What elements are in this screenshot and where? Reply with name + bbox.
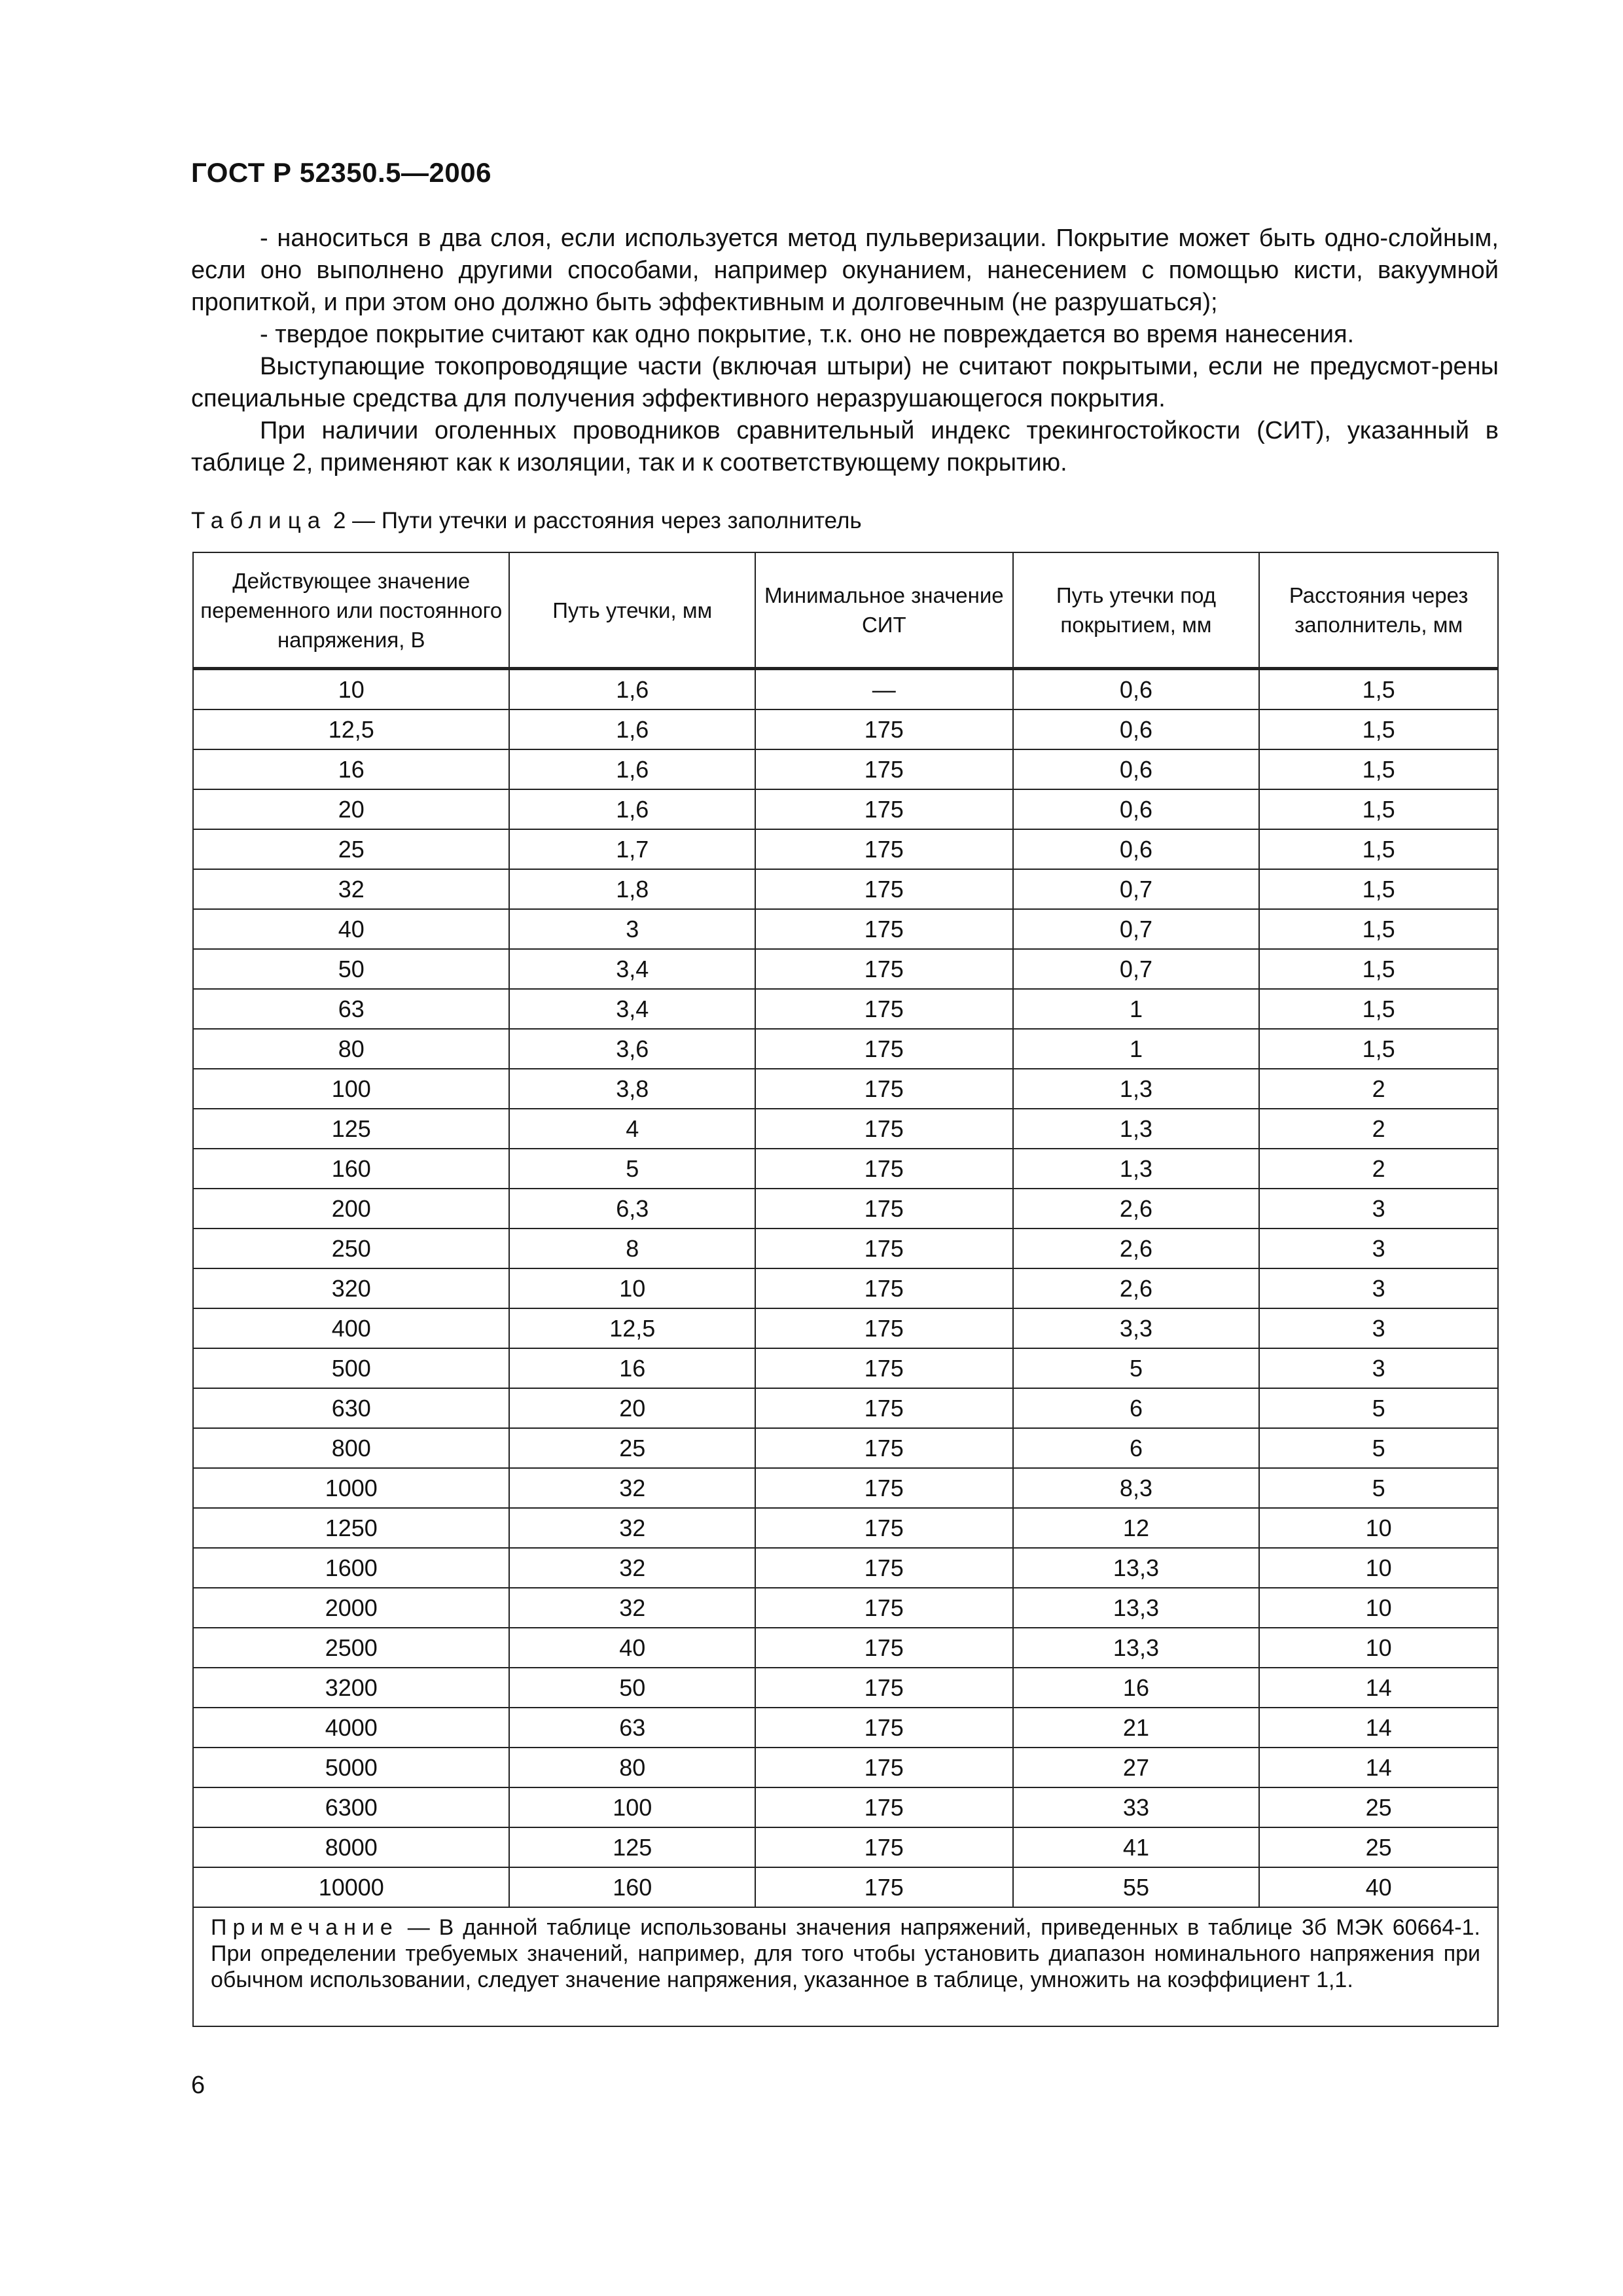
cell-distance-through-filler: 25	[1259, 1787, 1498, 1827]
cell-creepage: 3,8	[509, 1069, 755, 1109]
cell-min-cti: 175	[755, 1069, 1013, 1109]
cell-distance-through-filler: 3	[1259, 1229, 1498, 1268]
cell-min-cti: 175	[755, 789, 1013, 829]
table-row	[193, 909, 1498, 949]
cell-distance-through-filler: 1,5	[1259, 669, 1498, 710]
cell-min-cti: 175	[755, 1508, 1013, 1548]
cell-min-cti: 175	[755, 1708, 1013, 1748]
cell-distance-through-filler: 1,5	[1259, 829, 1498, 869]
cell-min-cti: 175	[755, 749, 1013, 789]
cell-voltage: 16	[193, 749, 509, 789]
cell-min-cti: 175	[755, 989, 1013, 1029]
cell-creepage: 32	[509, 1468, 755, 1508]
cell-creepage-under-coating: 0,6	[1013, 749, 1260, 789]
cell-creepage-under-coating: 16	[1013, 1668, 1260, 1708]
cell-min-cti: 175	[755, 1229, 1013, 1268]
cell-distance-through-filler: 14	[1259, 1708, 1498, 1748]
cell-distance-through-filler: 1,5	[1259, 749, 1498, 789]
table-row	[193, 1348, 1498, 1388]
header-creepage: Путь утечки, мм	[509, 552, 755, 669]
cell-creepage-under-coating: 6	[1013, 1388, 1260, 1428]
cell-voltage: 20	[193, 789, 509, 829]
cell-voltage: 125	[193, 1109, 509, 1149]
cell-distance-through-filler: 10	[1259, 1508, 1498, 1548]
table-row	[193, 669, 1498, 710]
cell-min-cti: 175	[755, 1149, 1013, 1189]
cell-voltage: 160	[193, 1149, 509, 1189]
cell-distance-through-filler: 10	[1259, 1588, 1498, 1628]
cell-distance-through-filler: 25	[1259, 1827, 1498, 1867]
cell-creepage: 12,5	[509, 1308, 755, 1348]
page-number: 6	[191, 2072, 205, 2099]
cell-creepage: 25	[509, 1428, 755, 1468]
cell-creepage: 32	[509, 1588, 755, 1628]
cell-min-cti: —	[755, 669, 1013, 710]
cell-voltage: 5000	[193, 1748, 509, 1787]
note-title: Примечание	[211, 1915, 399, 1940]
cell-creepage: 3,4	[509, 949, 755, 989]
cell-creepage-under-coating: 0,7	[1013, 949, 1260, 989]
table-row	[193, 989, 1498, 1029]
cell-voltage: 1600	[193, 1548, 509, 1588]
table-header-row	[193, 552, 1498, 669]
table-row	[193, 789, 1498, 829]
table-caption-text: 2 — Пути утечки и расстояния через заполнитель	[327, 508, 862, 533]
paragraph-1: - наноситься в два слоя, если используется метод пульверизации. Покрытие может быть одно-слойным, если оно выполнено другими способами, например окунанием, нанесением с помощью кисти, вакуумной пропиткой, и при этом оно должно быть эффективным и долговечным (не разрушаться);	[191, 224, 1499, 316]
cell-creepage-under-coating: 0,7	[1013, 869, 1260, 909]
cell-min-cti: 175	[755, 869, 1013, 909]
table-row	[193, 1748, 1498, 1787]
cell-creepage-under-coating: 55	[1013, 1867, 1260, 1907]
table-row	[193, 1428, 1498, 1468]
cell-creepage: 20	[509, 1388, 755, 1428]
body-text	[191, 223, 1499, 479]
cell-creepage: 6,3	[509, 1189, 755, 1229]
cell-min-cti: 175	[755, 1588, 1013, 1628]
cell-creepage: 16	[509, 1348, 755, 1388]
table-row	[193, 1468, 1498, 1508]
cell-distance-through-filler: 3	[1259, 1308, 1498, 1348]
cell-min-cti: 175	[755, 1867, 1013, 1907]
table-row	[193, 1189, 1498, 1229]
cell-min-cti: 175	[755, 1628, 1013, 1668]
cell-creepage-under-coating: 0,6	[1013, 829, 1260, 869]
table-row	[193, 1109, 1498, 1149]
cell-voltage: 63	[193, 989, 509, 1029]
cell-distance-through-filler: 1,5	[1259, 1029, 1498, 1069]
cell-voltage: 3200	[193, 1668, 509, 1708]
cell-distance-through-filler: 3	[1259, 1189, 1498, 1229]
cell-min-cti: 175	[755, 1308, 1013, 1348]
cell-creepage: 80	[509, 1748, 755, 1787]
cell-min-cti: 175	[755, 1548, 1013, 1588]
cell-voltage: 32	[193, 869, 509, 909]
cell-creepage-under-coating: 0,6	[1013, 669, 1260, 710]
table-row	[193, 1229, 1498, 1268]
cell-creepage: 40	[509, 1628, 755, 1668]
table-row	[193, 1069, 1498, 1109]
cell-creepage-under-coating: 0,6	[1013, 709, 1260, 749]
note-text: — В данной таблице использованы значения напряжений, приведенных в таблице 3б МЭК 60664-1. При определении требуемых значений, например, для того чтобы установить диапазон номинального напряжения при обычном использовании, следует значение напряжения, указанное в таблице, умножить на коэффициент 1,1.	[211, 1915, 1480, 1992]
cell-creepage-under-coating: 2,6	[1013, 1268, 1260, 1308]
table-row	[193, 749, 1498, 789]
cell-voltage: 320	[193, 1268, 509, 1308]
cell-min-cti: 175	[755, 1748, 1013, 1787]
document-header: ГОСТ Р 52350.5—2006	[191, 157, 491, 188]
cell-distance-through-filler: 1,5	[1259, 869, 1498, 909]
paragraph-2: - твердое покрытие считают как одно покрытие, т.к. оно не повреждается во время нанесения.	[260, 321, 1355, 348]
cell-voltage: 25	[193, 829, 509, 869]
cell-distance-through-filler: 10	[1259, 1548, 1498, 1588]
table-row	[193, 1867, 1498, 1907]
cell-creepage-under-coating: 1,3	[1013, 1149, 1260, 1189]
header-distance-through-filler: Расстояния через заполнитель, мм	[1259, 552, 1498, 669]
table-row	[193, 1388, 1498, 1428]
cell-voltage: 50	[193, 949, 509, 989]
cell-voltage: 100	[193, 1069, 509, 1109]
cell-creepage-under-coating: 1,3	[1013, 1109, 1260, 1149]
cell-voltage: 10	[193, 669, 509, 710]
table-row	[193, 1029, 1498, 1069]
cell-creepage: 1,6	[509, 789, 755, 829]
paragraph-4: При наличии оголенных проводников сравнительный индекс трекингостойкости (СИТ), указанный в таблице 2, применяют как к изоляции, так и к соответствующему покрытию.	[191, 417, 1499, 476]
cell-voltage: 800	[193, 1428, 509, 1468]
cell-creepage-under-coating: 8,3	[1013, 1468, 1260, 1508]
cell-min-cti: 175	[755, 709, 1013, 749]
cell-creepage: 160	[509, 1867, 755, 1907]
table-row	[193, 1787, 1498, 1827]
cell-voltage: 500	[193, 1348, 509, 1388]
cell-distance-through-filler: 10	[1259, 1628, 1498, 1668]
cell-creepage: 8	[509, 1229, 755, 1268]
cell-creepage: 1,6	[509, 749, 755, 789]
header-min-cti: Минимальное значение СИТ	[755, 552, 1013, 669]
cell-creepage-under-coating: 21	[1013, 1708, 1260, 1748]
table-row	[193, 1308, 1498, 1348]
table-row	[193, 949, 1498, 989]
cell-min-cti: 175	[755, 1109, 1013, 1149]
cell-distance-through-filler: 40	[1259, 1867, 1498, 1907]
table-row	[193, 1628, 1498, 1668]
cell-min-cti: 175	[755, 1348, 1013, 1388]
cell-distance-through-filler: 14	[1259, 1748, 1498, 1787]
cell-creepage: 1,7	[509, 829, 755, 869]
cell-creepage: 32	[509, 1548, 755, 1588]
cell-distance-through-filler: 1,5	[1259, 789, 1498, 829]
cell-distance-through-filler: 1,5	[1259, 989, 1498, 1029]
cell-voltage: 2000	[193, 1588, 509, 1628]
table-row	[193, 1268, 1498, 1308]
cell-min-cti: 175	[755, 1668, 1013, 1708]
cell-creepage-under-coating: 0,6	[1013, 789, 1260, 829]
cell-creepage-under-coating: 0,7	[1013, 909, 1260, 949]
cell-voltage: 10000	[193, 1867, 509, 1907]
table-row	[193, 1668, 1498, 1708]
cell-voltage: 1000	[193, 1468, 509, 1508]
cell-creepage: 10	[509, 1268, 755, 1308]
cell-creepage: 3,6	[509, 1029, 755, 1069]
cell-distance-through-filler: 2	[1259, 1069, 1498, 1109]
cell-min-cti: 175	[755, 829, 1013, 869]
cell-creepage-under-coating: 13,3	[1013, 1548, 1260, 1588]
cell-creepage: 5	[509, 1149, 755, 1189]
header-voltage: Действующее значение переменного или постоянного напряжения, В	[193, 552, 509, 669]
cell-creepage: 4	[509, 1109, 755, 1149]
cell-creepage-under-coating: 33	[1013, 1787, 1260, 1827]
cell-distance-through-filler: 1,5	[1259, 949, 1498, 989]
cell-creepage: 63	[509, 1708, 755, 1748]
cell-creepage: 32	[509, 1508, 755, 1548]
cell-voltage: 2500	[193, 1628, 509, 1668]
header-creepage-under-coating: Путь утечки под покрытием, мм	[1013, 552, 1260, 669]
cell-min-cti: 175	[755, 1787, 1013, 1827]
cell-voltage: 200	[193, 1189, 509, 1229]
cell-creepage-under-coating: 1,3	[1013, 1069, 1260, 1109]
table-caption-label: Таблица	[191, 508, 327, 533]
cell-distance-through-filler: 14	[1259, 1668, 1498, 1708]
cell-min-cti: 175	[755, 1268, 1013, 1308]
cell-voltage: 40	[193, 909, 509, 949]
cell-voltage: 8000	[193, 1827, 509, 1867]
cell-creepage-under-coating: 41	[1013, 1827, 1260, 1867]
table-caption	[191, 508, 862, 534]
table-row	[193, 709, 1498, 749]
table-body	[193, 669, 1498, 1908]
table-note	[193, 1907, 1498, 2026]
cell-distance-through-filler: 1,5	[1259, 709, 1498, 749]
cell-creepage-under-coating: 1	[1013, 1029, 1260, 1069]
clearance-table	[192, 552, 1499, 2027]
cell-min-cti: 175	[755, 1189, 1013, 1229]
cell-distance-through-filler: 5	[1259, 1388, 1498, 1428]
cell-voltage: 250	[193, 1229, 509, 1268]
cell-distance-through-filler: 5	[1259, 1468, 1498, 1508]
cell-min-cti: 175	[755, 1827, 1013, 1867]
cell-creepage: 125	[509, 1827, 755, 1867]
table-row	[193, 1149, 1498, 1189]
table-row	[193, 1708, 1498, 1748]
cell-voltage: 4000	[193, 1708, 509, 1748]
cell-distance-through-filler: 3	[1259, 1268, 1498, 1308]
cell-min-cti: 175	[755, 909, 1013, 949]
cell-creepage: 50	[509, 1668, 755, 1708]
table-row	[193, 829, 1498, 869]
cell-min-cti: 175	[755, 1468, 1013, 1508]
cell-voltage: 630	[193, 1388, 509, 1428]
cell-distance-through-filler: 2	[1259, 1109, 1498, 1149]
paragraph-3: Выступающие токопроводящие части (включая штыри) не считают покрытыми, если не предусмот-рены специальные средства для получения эффективного неразрушающегося покрытия.	[191, 353, 1499, 412]
cell-min-cti: 175	[755, 949, 1013, 989]
table-note-row	[193, 1907, 1498, 2026]
cell-min-cti: 175	[755, 1388, 1013, 1428]
cell-creepage-under-coating: 12	[1013, 1508, 1260, 1548]
cell-creepage-under-coating: 6	[1013, 1428, 1260, 1468]
cell-creepage-under-coating: 3,3	[1013, 1308, 1260, 1348]
table-row	[193, 1588, 1498, 1628]
table-row	[193, 1508, 1498, 1548]
cell-voltage: 6300	[193, 1787, 509, 1827]
cell-creepage-under-coating: 13,3	[1013, 1628, 1260, 1668]
cell-creepage-under-coating: 2,6	[1013, 1189, 1260, 1229]
cell-distance-through-filler: 5	[1259, 1428, 1498, 1468]
cell-distance-through-filler: 1,5	[1259, 909, 1498, 949]
cell-creepage-under-coating: 5	[1013, 1348, 1260, 1388]
cell-min-cti: 175	[755, 1029, 1013, 1069]
cell-distance-through-filler: 3	[1259, 1348, 1498, 1388]
cell-creepage-under-coating: 13,3	[1013, 1588, 1260, 1628]
cell-creepage: 3,4	[509, 989, 755, 1029]
cell-creepage: 1,6	[509, 669, 755, 710]
table-row	[193, 1827, 1498, 1867]
cell-min-cti: 175	[755, 1428, 1013, 1468]
cell-voltage: 80	[193, 1029, 509, 1069]
cell-creepage: 100	[509, 1787, 755, 1827]
cell-distance-through-filler: 2	[1259, 1149, 1498, 1189]
table-row	[193, 869, 1498, 909]
cell-creepage: 1,6	[509, 709, 755, 749]
cell-creepage-under-coating: 2,6	[1013, 1229, 1260, 1268]
table-row	[193, 1548, 1498, 1588]
cell-voltage: 12,5	[193, 709, 509, 749]
cell-voltage: 1250	[193, 1508, 509, 1548]
cell-creepage-under-coating: 1	[1013, 989, 1260, 1029]
cell-creepage-under-coating: 27	[1013, 1748, 1260, 1787]
cell-creepage: 3	[509, 909, 755, 949]
cell-creepage: 1,8	[509, 869, 755, 909]
cell-voltage: 400	[193, 1308, 509, 1348]
